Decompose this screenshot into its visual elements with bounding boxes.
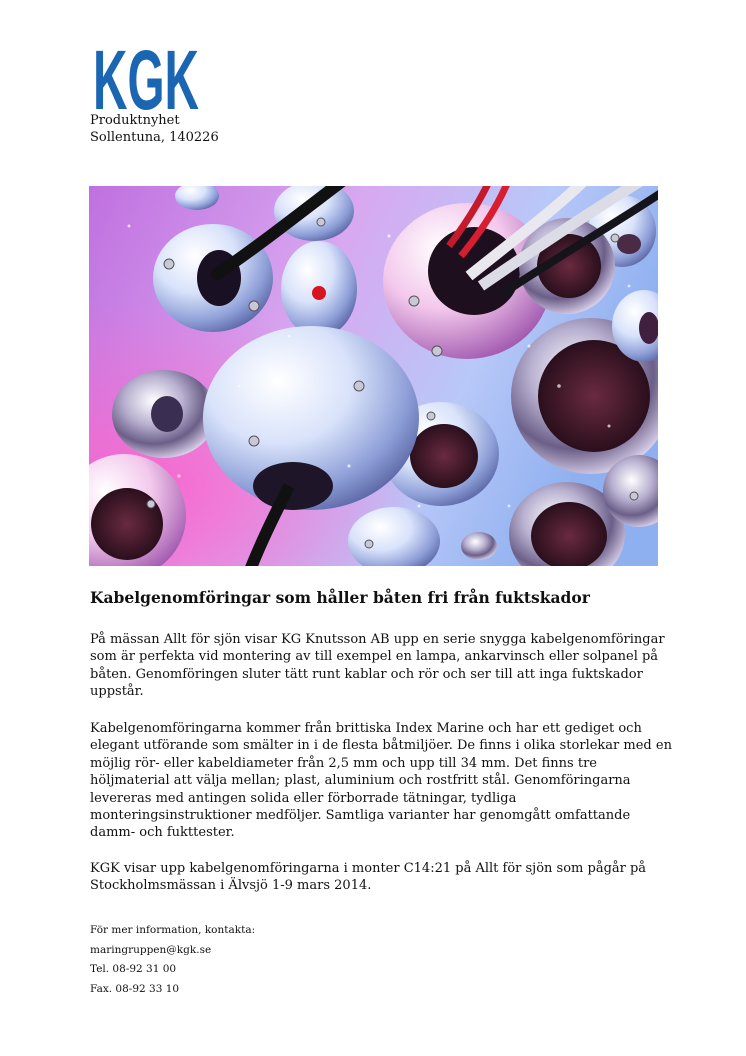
article-paragraph-3 [90, 860, 670, 895]
cable-glands-image [89, 186, 658, 566]
contact-intro: För mer information, kontakta: [90, 924, 256, 936]
logo-text: KGK [93, 43, 199, 111]
text-line: Kabelgenomföringarna kommer från brittiska Index Marine och har ett gediget och [90, 721, 642, 736]
contact-info [90, 921, 255, 999]
text-line: monteringsinstruktioner medföljer. Samtliga varianter har genomgått omfattande [90, 808, 631, 824]
text-line: elegant utförande som smälter in i de flesta båtmiljöer. De finns i olika storlekar med en [90, 738, 672, 754]
contact-fax: Fax. 08-92 33 10 [90, 982, 180, 995]
kgk-logo [91, 43, 201, 111]
text-line: levereras med antingen solida eller förborrade tätningar, tydliga [90, 790, 517, 806]
document-type: Produktnyhet [90, 113, 180, 128]
contact-phone: Tel. 08-92 31 00 [90, 963, 177, 975]
contact-email: maringruppen@kgk.se [90, 943, 212, 956]
text-line: damm- och fukttester. [90, 825, 235, 841]
article-paragraph-1 [90, 631, 670, 701]
text-line: båten. Genomföringen sluter tätt runt kablar och rör och ser till att inga fuktskador [90, 666, 643, 682]
text-line: KGK visar upp kabelgenomföringarna i monter C14:21 på Allt för sjön som pågår på [90, 861, 647, 876]
text-line: uppstår. [90, 684, 144, 700]
text-line: som är perfekta vid montering av till exempel en lampa, ankarvinsch eller solpanel på [90, 649, 659, 665]
text-line: höljmaterial att välja mellan; plast, aluminium och rostfritt stål. Genomföringarna [90, 773, 631, 789]
article-headline: Kabelgenomföringar som håller båten fri från fuktskador [90, 588, 590, 607]
text-line: möjlig rör- eller kabeldiameter från 2,5 mm och upp till 34 mm. Det finns tre [90, 755, 597, 771]
article-paragraph-2 [90, 720, 670, 842]
place-date: Sollentuna, 140226 [90, 130, 219, 145]
text-line: På mässan Allt för sjön visar KG Knutsson AB upp en serie snygga kabelgenomföringar [90, 632, 665, 647]
product-photo [89, 186, 658, 566]
text-line: Stockholmsmässan i Älvsjö 1-9 mars 2014. [90, 878, 372, 894]
press-meta [90, 112, 219, 146]
